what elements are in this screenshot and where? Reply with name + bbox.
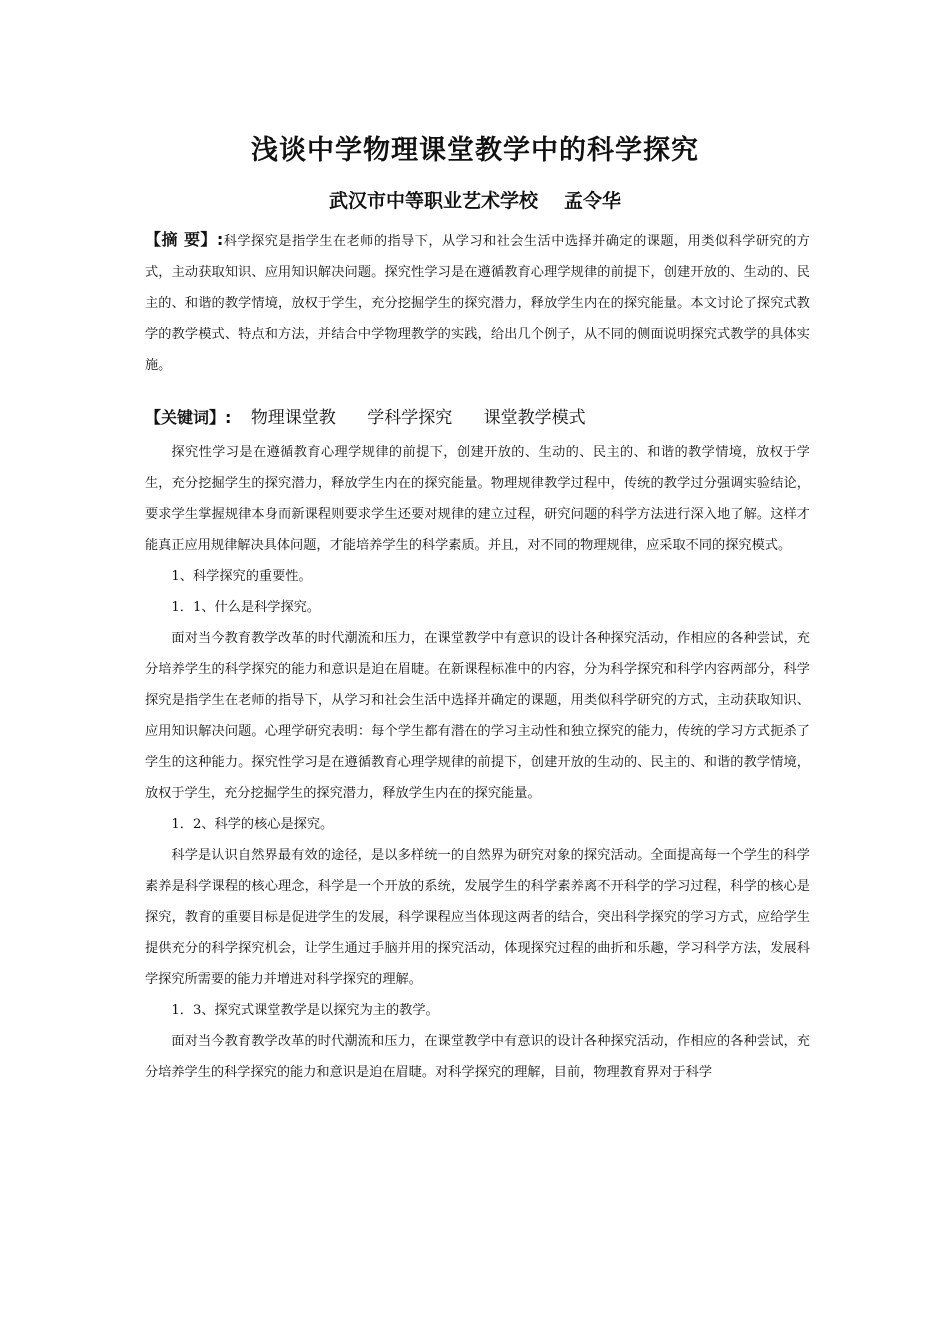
- document-title: 浅谈中学物理课堂教学中的科学探究: [251, 135, 699, 166]
- keyword-item: 课堂教学模式: [483, 408, 586, 428]
- keywords-label: 【关键词】:: [145, 408, 232, 427]
- abstract-label: 【摘 要】:: [145, 230, 224, 249]
- section-heading: 1、科学探究的重要性。: [171, 569, 312, 584]
- subsection-heading: 1．2、科学的核心是探究。: [171, 817, 334, 832]
- keyword-item: 物理课堂教: [250, 408, 336, 428]
- abstract-block: [145, 224, 810, 381]
- body-paragraph: 探究性学习是在遵循教育心理学规律的前提下，创建开放的、生动的、民主的、和谐的教学情境，放权于学生，充分挖掘学生的探究潜力，释放学生内在的探究能量。物理规律教学过程中，传统的教学过分强调实验结论，要求学生掌握规律本身而新课程则要求学生还要对规律的建立过程，研究问题的科学方法进行深入地了解。这样才能真正应用规律解决具体问题，才能培养学生的科学素质。并且，对不同的物理规律，应采取不同的探究模式。: [145, 445, 810, 553]
- keywords-block: [145, 403, 810, 433]
- body-paragraph: 面对当今教育教学改革的时代潮流和压力，在课堂教学中有意识的设计各种探究活动，作相应的各种尝试，充分培养学生的科学探究的能力和意识是迫在眉睫。在新课程标准中的内容，分为科学探究和科学内容两部分，科学探究是指学生在老师的指导下，从学习和社会生活中选择并确定的课题，用类似科学研究的方式，主动获取知识、应用知识解决问题。心理学研究表明：每个学生都有潜在的学习主动性和独立探究的能力，传统的学习方式扼杀了学生的这种能力。探究性学习是在遵循教育心理学规律的前提下，创建开放的生动的、民主的、和谐的教学情境，放权于学生，充分挖掘学生的探究潜力，释放学生内在的探究能量。: [145, 631, 810, 801]
- abstract-text: 科学探究是指学生在老师的指导下，从学习和社会生活中选择并确定的课题，用类似科学研究的方式，主动获取知识、应用知识解决问题。探究性学习是在遵循教育心理学规律的前提下，创建开放的、生动的、民主的、和谐的教学情境，放权于学生，充分挖掘学生的探究潜力，释放学生内在的探究能量。本文讨论了探究式教学的教学模式、特点和方法，并结合中学物理教学的实践，给出几个例子，从不同的侧面说明探究式教学的具体实施。: [145, 234, 810, 373]
- keyword-item: 学科学探究: [367, 408, 453, 428]
- body-paragraph: 科学是认识自然界最有效的途径，是以多样统一的自然界为研究对象的探究活动。全面提高每一个学生的科学素养是科学课程的核心理念，科学是一个开放的系统，发展学生的科学素养离不开科学的学习过程，科学的核心是探究，教育的重要目标是促进学生的发展，科学课程应当体现这两者的结合，突出科学探究的学习方式，应给学生提供充分的科学探究机会，让学生通过手脑并用的探究活动，体现探究过程的曲折和乐趣，学习科学方法，发展科学探究所需要的能力并增进对科学探究的理解。: [145, 848, 810, 987]
- author-line: [0, 186, 950, 216]
- subsection-heading: 1．3、探究式课堂教学是以探究为主的教学。: [171, 1003, 439, 1018]
- author-organization: 武汉市中等职业艺术学校: [328, 190, 538, 212]
- document-body: [145, 437, 810, 1088]
- author-name: 孟令华: [564, 190, 622, 212]
- subsection-heading: 1．1、什么是科学探究。: [171, 600, 321, 615]
- body-paragraph: 面对当今教育教学改革的时代潮流和压力，在课堂教学中有意识的设计各种探究活动，作相应的各种尝试，充分培养学生的科学探究的能力和意识是迫在眉睫。对科学探究的理解，目前，物理教育界对于科学: [145, 1034, 810, 1080]
